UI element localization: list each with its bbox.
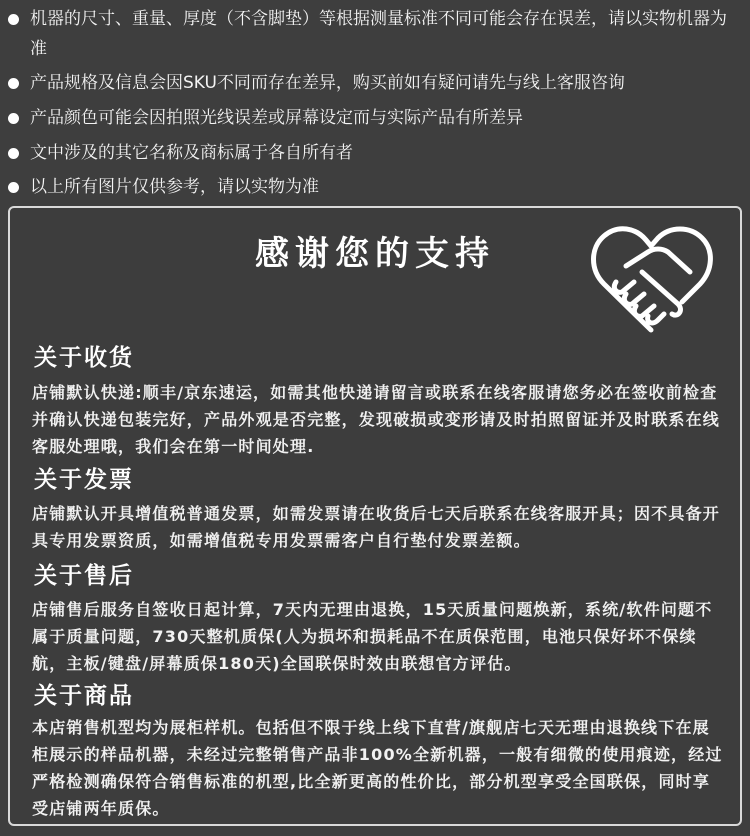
section-body-products: 本店销售机型均为展柜样机。包括但不限于线上线下直营/旗舰店七天无理由退换线下在展柜展示的样品机器，未经过完整销售产品非100%全新机器，一般有细微的使用痕迹，经过严格检测确保符合销售标准的机型,比全新更高的性价比，部分机型享受全国联保，同时享受店铺两年质保。 bbox=[32, 718, 723, 818]
section-body-after-sales: 店铺售后服务自签收日起计算，7天内无理由退换，15天质量问题焕新，系统/软件问题不属于质量问题，730天整机质保(人为损坏和损耗品不在质保范围，电池只保好坏不保续航，主板/键盘/屏幕质保180天)全国联保时效由联想官方评估。 bbox=[32, 600, 713, 673]
handshake-heart-icon bbox=[586, 222, 716, 337]
bullet-dot-icon bbox=[8, 182, 19, 193]
disclaimer-item bbox=[8, 103, 740, 133]
section-heading-delivery: 关于收货 bbox=[34, 345, 134, 371]
disclaimer-text: 产品颜色可能会因拍照光线误差或屏幕设定而与实际产品有所差异 bbox=[30, 108, 523, 128]
disclaimer-text: 产品规格及信息会因SKU不同而存在差异，购买前如有疑问请先与线上客服咨询 bbox=[30, 73, 625, 93]
bullet-dot-icon bbox=[8, 148, 19, 159]
disclaimer-list bbox=[0, 0, 750, 205]
section-heading-after-sales: 关于售后 bbox=[34, 563, 134, 589]
section-heading-invoice: 关于发票 bbox=[34, 467, 134, 493]
section-body-delivery: 店铺默认快递:顺丰/京东速运，如需其他快递请留言或联系在线客服请您务必在签收前检查并确认快递包装完好，产品外观是否完整，发现破损或变形请及时拍照留证并及时联系在线客服处理哦，我们会在第一时间处理. bbox=[32, 383, 721, 456]
section-heading-products: 关于商品 bbox=[34, 683, 134, 709]
bullet-dot-icon bbox=[8, 14, 19, 25]
disclaimer-text: 文中涉及的其它名称及商标属于各自所有者 bbox=[30, 143, 353, 163]
panel-title: 感谢您的支持 bbox=[255, 234, 495, 274]
disclaimer-text: 以上所有图片仅供参考，请以实物为准 bbox=[30, 177, 319, 197]
section-body-invoice: 店铺默认开具增值税普通发票，如需发票请在收货后七天后联系在线客服开具；因不具备开具专用发票资质，如需增值税专用发票需客户自行垫付发票差额。 bbox=[32, 504, 721, 550]
disclaimer-item bbox=[8, 172, 740, 202]
disclaimer-text: 机器的尺寸、重量、厚度（不含脚垫）等根据测量标准不同可能会存在误差，请以实物机器为准 bbox=[30, 9, 727, 59]
thanks-panel bbox=[8, 206, 742, 826]
bullet-dot-icon bbox=[8, 78, 19, 89]
disclaimer-item bbox=[8, 68, 740, 98]
disclaimer-item bbox=[8, 138, 740, 168]
bullet-dot-icon bbox=[8, 113, 19, 124]
disclaimer-item bbox=[8, 4, 740, 64]
